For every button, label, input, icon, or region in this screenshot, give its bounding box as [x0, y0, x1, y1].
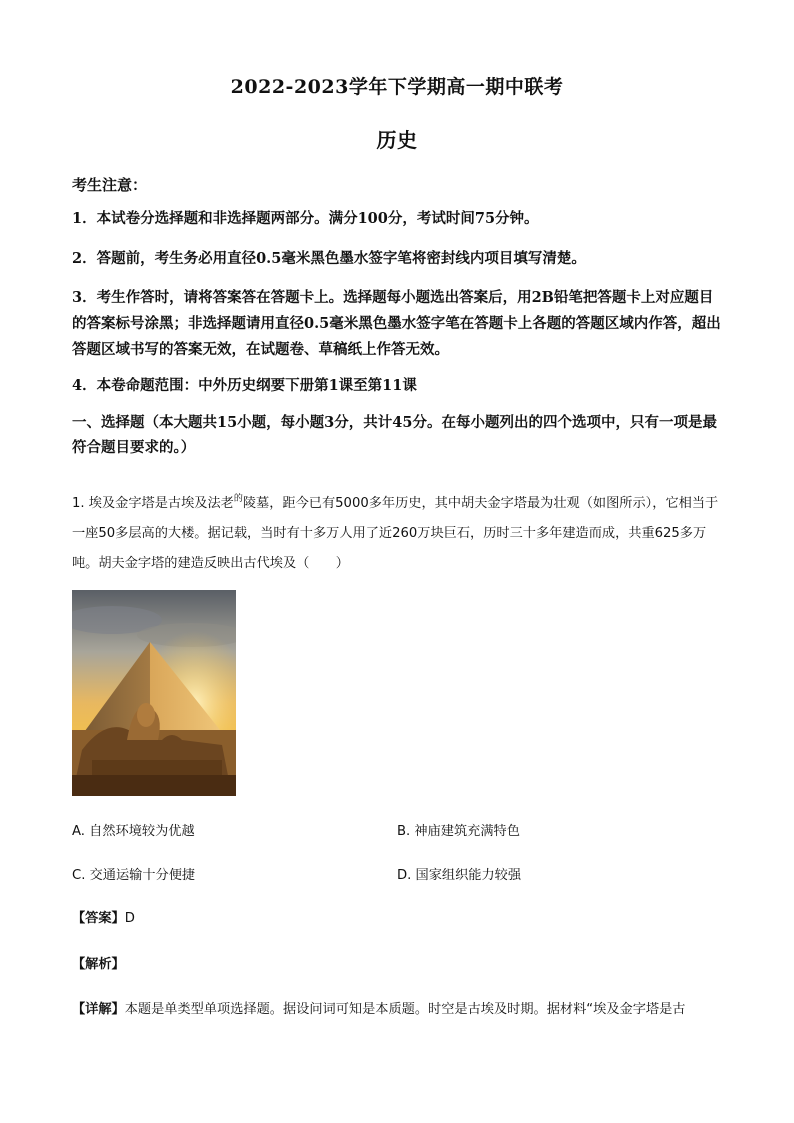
- question-1-stem-sup: 的: [233, 494, 243, 504]
- notice-rule-3: 3．考生作答时，请将答案答在答题卡上。选择题每小题选出答案后，用2B铅笔把答题卡上对应题目的答案标号涂黑；非选择题请用直径0.5毫米黑色墨水签字笔在答题卡上各题的答题区域内作答，超出答题区域书写的答案无效，在试题卷、草稿纸上作答无效。: [72, 289, 721, 358]
- detail-label: 【详解】: [72, 1002, 125, 1017]
- pyramid-sphinx-image: [72, 590, 236, 796]
- question-1-stem: [72, 484, 727, 579]
- subject-title: 历史: [376, 128, 418, 152]
- option-d[interactable]: D. 国家组织能力较强: [397, 868, 522, 883]
- notice-rule-2: 2．答题前，考生务必用直径0.5毫米黑色墨水签字笔将密封线内项目填写清楚。: [72, 250, 586, 267]
- notice-label: 考生注意：: [72, 176, 148, 194]
- notice-rule-4: 4．本卷命题范围：中外历史纲要下册第1课至第11课: [72, 377, 417, 394]
- exam-title: 2022-2023学年下学期高一期中联考: [230, 76, 564, 98]
- section-heading: 一、选择题（本大题共15小题，每小题3分，共计45分。在每小题列出的四个选项中，只有一项是最符合题目要求的。）: [72, 414, 717, 456]
- option-a[interactable]: A. 自然环境较为优越: [72, 824, 195, 839]
- option-c[interactable]: C. 交通运输十分便捷: [72, 868, 196, 883]
- answer-line: [72, 907, 135, 926]
- answer-label: 【答案】: [72, 911, 125, 926]
- question-1-stem-part2: 陵墓，距今已有5000多年历史，其中胡夫金字塔最为壮观（如图所示），它相当于一座50多层高的大楼。据记载，当时有十多万人用了近260万块巨石，历时三十多年建造而成，共重625多万吨。胡夫金字塔的建造反映出古代埃及（ ）: [72, 496, 719, 571]
- answer-value: D: [124, 911, 135, 926]
- question-1-stem-part1: 1. 埃及金字塔是古埃及法老: [72, 496, 234, 511]
- analysis-label: 【解析】: [72, 957, 125, 972]
- detail-text: 本题是单类型单项选择题。据设问词可知是本质题。时空是古埃及时期。据材料“埃及金字塔是古: [124, 1002, 686, 1017]
- option-b[interactable]: B. 神庙建筑充满特色: [397, 824, 520, 839]
- detail-line: [72, 998, 727, 1017]
- notice-rule-1: 1．本试卷分选择题和非选择题两部分。满分100分，考试时间75分钟。: [72, 210, 539, 227]
- pyramid-sphinx-illustration: [72, 590, 236, 796]
